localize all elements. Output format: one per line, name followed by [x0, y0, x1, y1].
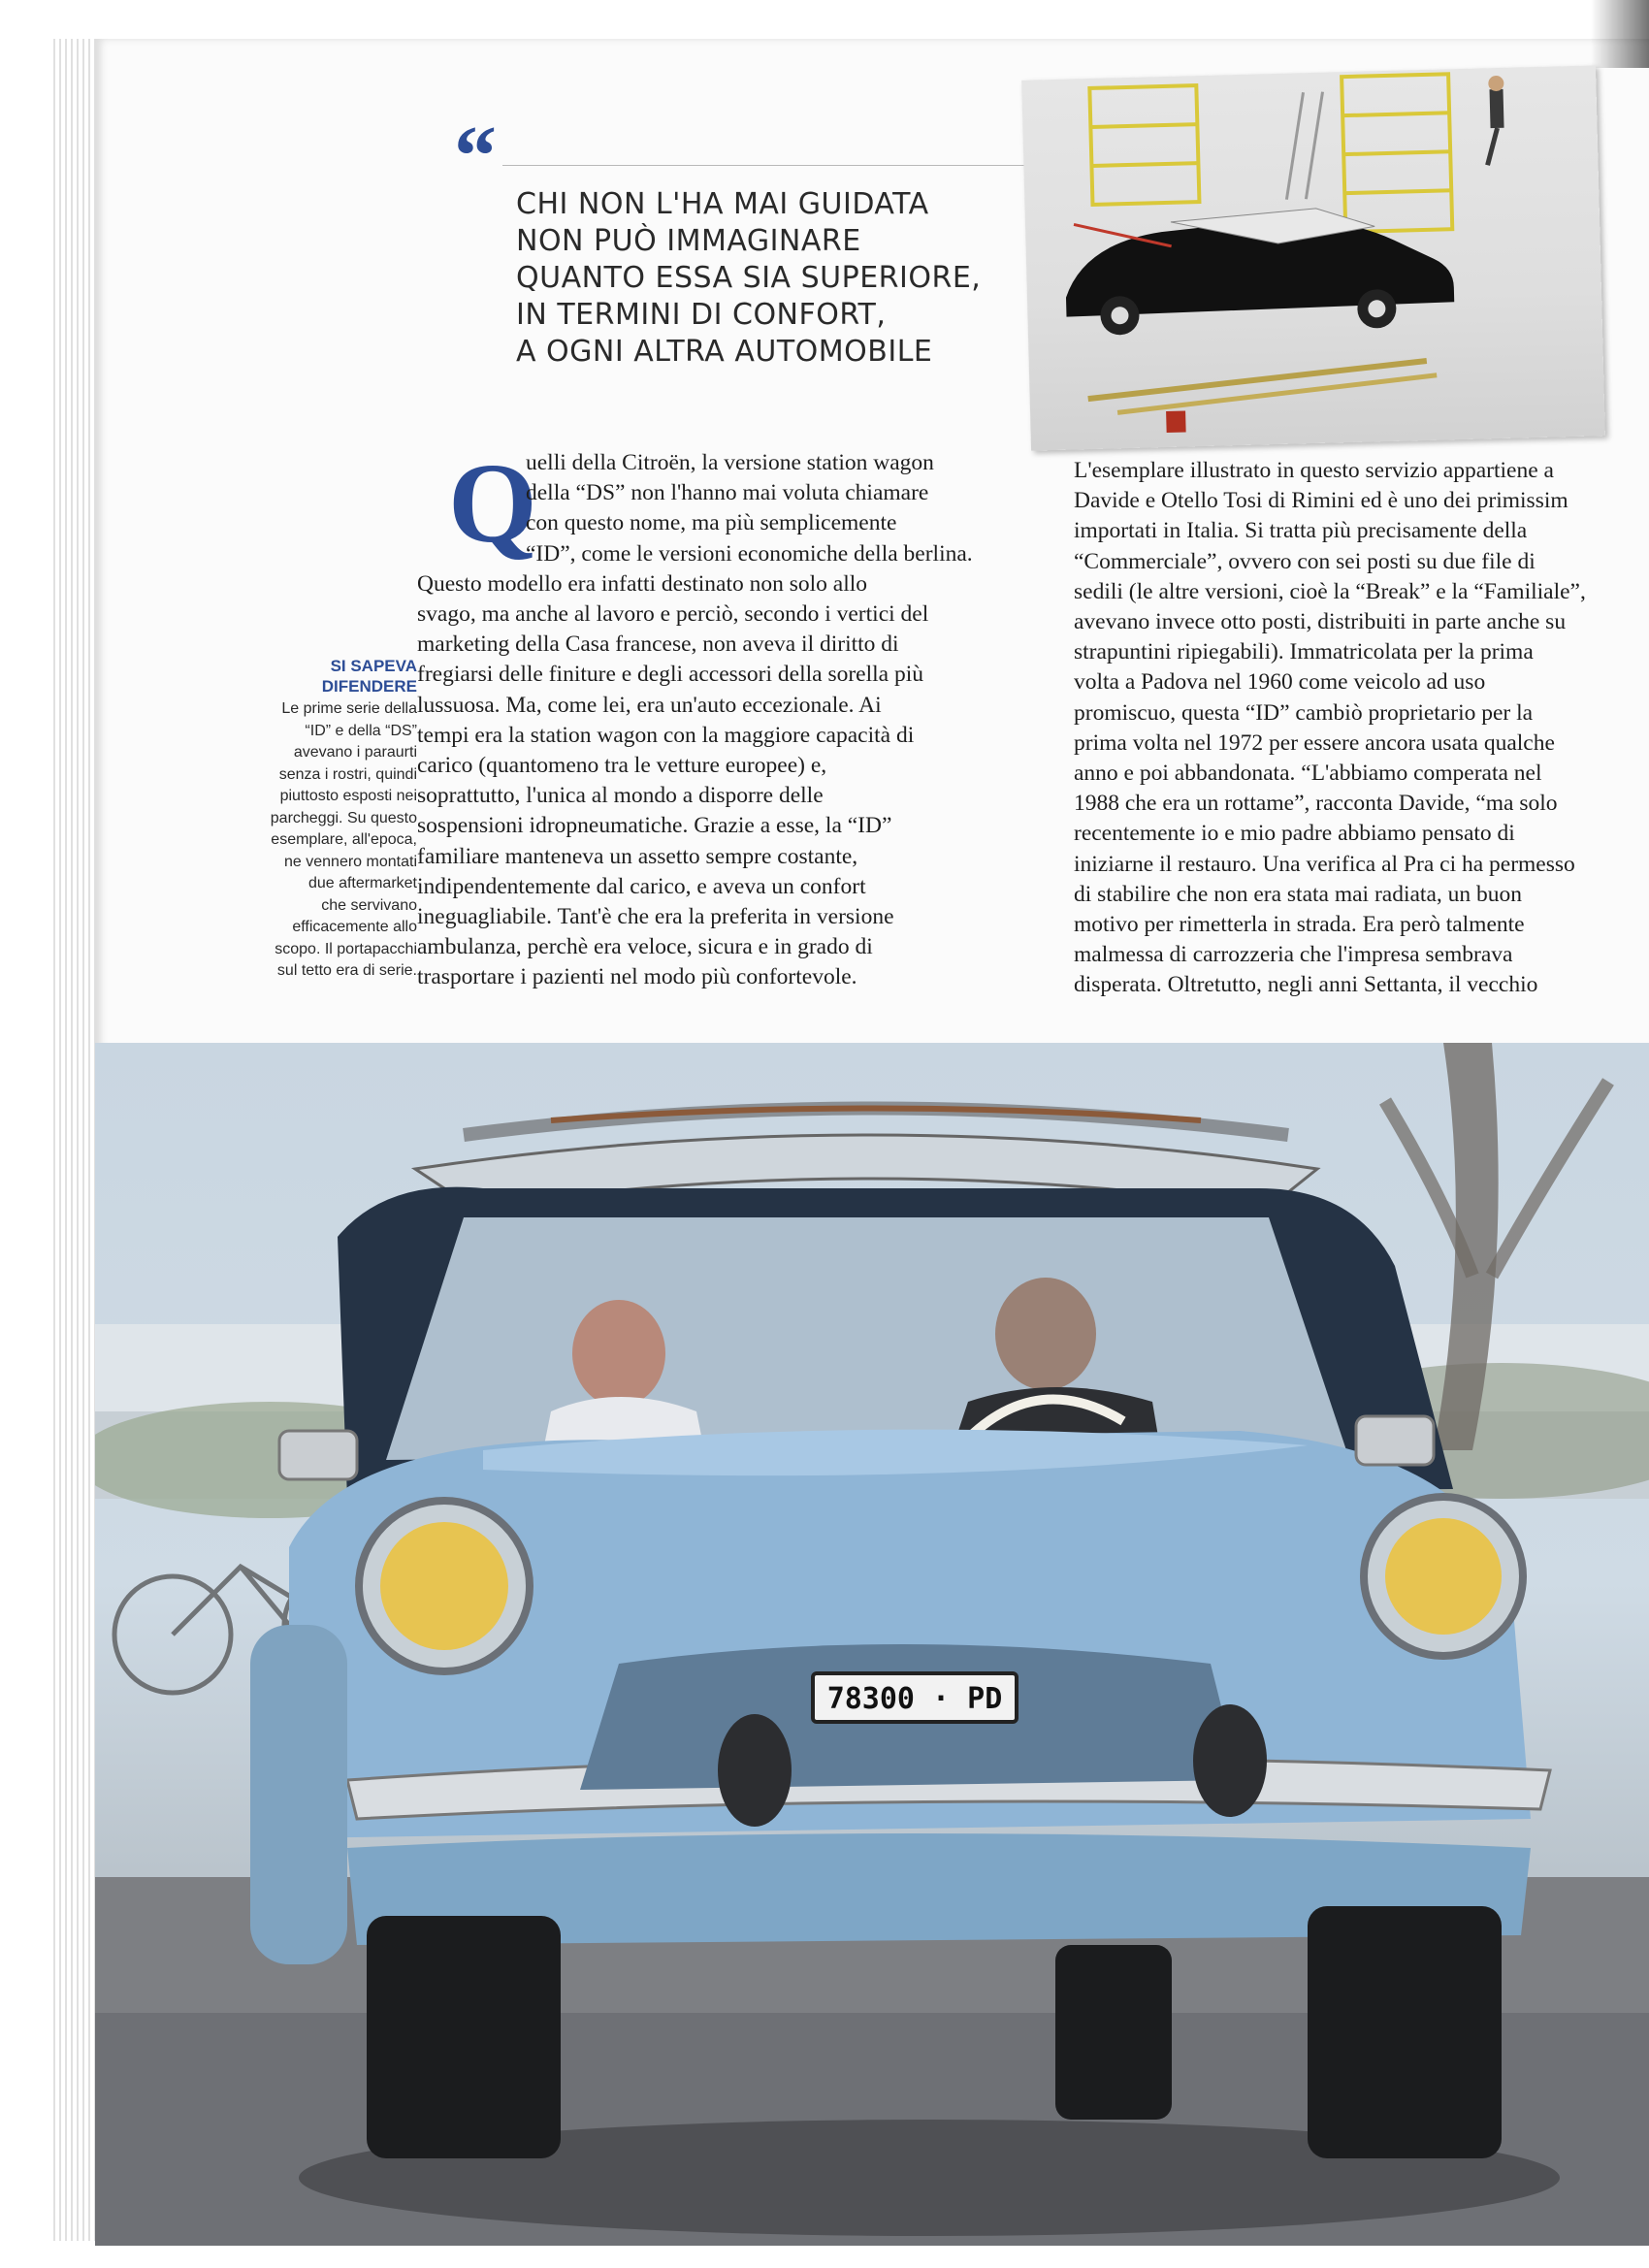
article-line: uelli della Citroën, la versione station wagon: [526, 450, 934, 475]
article-line: malmessa di carrozzeria che l'impresa sembrava: [1074, 942, 1513, 968]
sidebar-line: esemplare, all'epoca,: [271, 831, 417, 848]
main-photo-citroen-id: [95, 1043, 1649, 2246]
pull-quote-line: NON PUÒ IMMAGINARE: [516, 224, 861, 258]
model-car-illustration: [1021, 65, 1605, 450]
pull-quote-line: IN TERMINI DI CONFORT,: [516, 298, 887, 332]
article-line: sospensioni idropneumatiche. Grazie a esse, la “ID”: [417, 813, 892, 839]
sidebar-line: senza i rostri, quindi: [278, 765, 417, 783]
license-plate: 78300 · PD: [826, 1682, 1003, 1716]
article-line: recentemente io e mio padre abbiamo pensato di: [1074, 821, 1515, 847]
sidebar-title: [223, 656, 417, 697]
pull-quote-line: A OGNI ALTRA AUTOMOBILE: [516, 335, 933, 369]
article-line: importati in Italia. Si tratta più precisamente della: [1074, 518, 1528, 544]
sidebar-line: avevano i paraurti: [293, 744, 417, 761]
article-line: trasportare i pazienti nel modo più confortevole.: [417, 964, 857, 990]
article-line: Questo modello era infatti destinato non solo allo: [417, 570, 868, 597]
sidebar-line: efficacemente allo: [292, 919, 417, 935]
article-line: “Commerciale”, ovvero con sei posti su due file di: [1074, 548, 1536, 574]
article-line: soprattutto, l'unica al mondo a disporre delle: [417, 783, 824, 809]
article-line: con questo nome, ma più semplicemente: [526, 510, 897, 536]
article-line: prima volta nel 1972 per essere ancora usata qualche: [1074, 729, 1555, 756]
article-line: tempi era la station wagon con la maggiore capacità di: [417, 722, 915, 748]
article-line: svago, ma anche al lavoro e perciò, secondo i vertici del: [417, 601, 929, 628]
scan-shadow: [1591, 0, 1649, 68]
sidebar-line: scopo. Il portapacchi: [275, 940, 417, 957]
article-line: Davide e Otello Tosi di Rimini ed è uno dei primissim: [1074, 488, 1568, 514]
article-line: di stabilire che non era stata mai radiata, un buon: [1074, 881, 1523, 907]
pull-quote-line: QUANTO ESSA SIA SUPERIORE,: [516, 261, 982, 295]
article-line: ambulanza, perchè era veloce, sicura e in grado di: [417, 934, 873, 960]
sidebar-line: Le prime serie della: [281, 700, 417, 717]
article-line: ineguagliabile. Tant'è che era la preferita in versione: [417, 904, 894, 930]
article-line: promiscuo, questa “ID” cambiò proprietario per la: [1074, 699, 1534, 726]
article-line: 1988 che era un rottame”, racconta Davide, “ma solo: [1074, 791, 1558, 817]
article-line: fregiarsi delle finiture e degli accessori della sorella più: [417, 662, 924, 688]
sidebar-note: [223, 656, 417, 983]
article-line: anno e poi abbandonata. “L'abbiamo comperata nel: [1074, 761, 1542, 787]
pull-quote-line: CHI NON L'HA MAI GUIDATA: [516, 187, 929, 221]
sidebar-line: ne vennero montati: [284, 853, 417, 870]
quote-mark: “: [454, 110, 491, 204]
sidebar-title-line: DIFENDERE: [321, 677, 417, 696]
inset-photo-model-car: [1021, 65, 1605, 450]
article-column-1: [417, 439, 1048, 993]
sidebar-line: che servivano: [321, 896, 417, 914]
sidebar-line: parcheggi. Su questo: [270, 809, 417, 826]
article-column-2: [1074, 456, 1649, 1001]
article-line: sedili (le altre versioni, cioè la “Break” e la “Familiale”,: [1074, 578, 1586, 604]
article-line: volta a Padova nel 1960 come veicolo ad uso: [1074, 669, 1486, 696]
article-line: disperata. Oltretutto, negli anni Settanta, il vecchio: [1074, 972, 1538, 998]
pull-quote: [516, 186, 1020, 371]
article-line: indipendentemente dal carico, e aveva un confort: [417, 873, 866, 899]
article-line: marketing della Casa francese, non aveva il diritto di: [417, 632, 899, 658]
article-line: lussuosa. Ma, come lei, era un'auto eccezionale. Ai: [417, 692, 882, 718]
article-line: familiare manteneva un assetto sempre costante,: [417, 843, 858, 869]
article-line: della “DS” non l'hanno mai voluta chiamare: [526, 480, 929, 506]
sidebar-title-line: SI SAPEVA: [330, 657, 417, 675]
article-line: strapuntini ripiegabili). Immatricolata per la prima: [1074, 639, 1534, 665]
article-line: iniziarne il restauro. Una verifica al Pra ci ha permesso: [1074, 851, 1575, 877]
article-line: “ID”, come le versioni economiche della berlina.: [526, 540, 973, 567]
sidebar-line: piuttosto esposti nei: [279, 788, 417, 804]
sidebar-body: [223, 698, 417, 983]
car-illustration: [95, 1043, 1649, 2246]
article-line: avevano invece otto posti, distribuiti in parte anche su: [1074, 609, 1567, 635]
drop-cap: Q: [448, 439, 537, 567]
article-line: motivo per rimetterla in strada. Era però talmente: [1074, 912, 1525, 938]
quote-rule: [502, 165, 1046, 166]
sidebar-line: “ID” e della “DS”: [305, 722, 417, 739]
article-line: carico (quantomeno tra le vetture europee) e,: [417, 753, 827, 779]
sidebar-line: sul tetto era di serie.: [276, 962, 417, 979]
article-line: L'esemplare illustrato in questo servizio appartiene a: [1074, 458, 1554, 483]
sidebar-line: due aftermarket: [307, 875, 417, 891]
